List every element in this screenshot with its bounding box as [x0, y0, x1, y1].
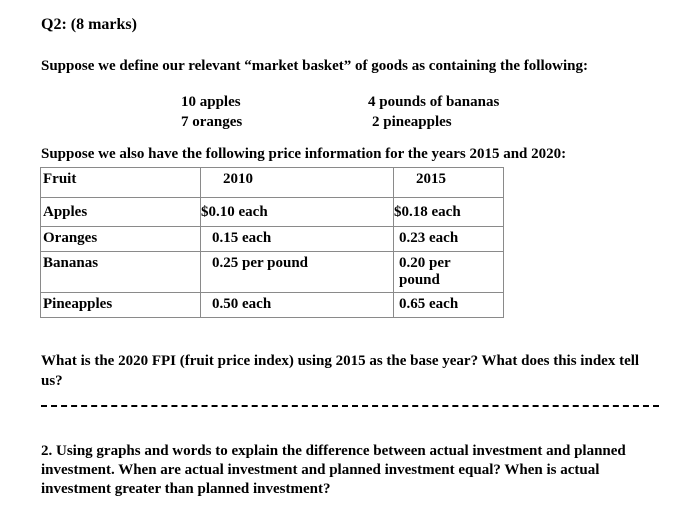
table-row [41, 198, 504, 227]
basket-item-oranges: 7 oranges [181, 114, 243, 130]
table-row [41, 293, 504, 318]
price-intro: Suppose we also have the following price information for the years 2015 and 2020: [41, 146, 567, 162]
cell-2015: 0.23 each [399, 230, 459, 246]
cell-2010: 0.50 each [212, 296, 272, 312]
basket-item-pineapples: 2 pineapples [372, 114, 452, 130]
cell-fruit: Apples [43, 204, 88, 220]
investment-question: 2. Using graphs and words to explain the difference between actual investment and planned investment. When are actual investment and planned investment equal? When is actual investment greater than planned investment? [41, 443, 626, 497]
cell-fruit: Bananas [43, 255, 99, 271]
basket-intro: Suppose we define our relevant “market basket” of goods as containing the following: [41, 58, 588, 74]
table-row [41, 227, 504, 252]
dashed-divider [41, 405, 659, 407]
cell-fruit: Oranges [43, 230, 98, 246]
cell-2010: $0.10 each [201, 204, 268, 220]
basket-item-apples: 10 apples [181, 94, 241, 110]
cell-2015: 0.20 per pound [399, 255, 451, 288]
price-table [40, 167, 504, 318]
header-2010: 2010 [201, 168, 394, 198]
header-fruit: Fruit [41, 168, 201, 198]
table-header-row [41, 168, 504, 198]
cell-2010: 0.25 per pound [212, 255, 309, 271]
cell-2015: 0.65 each [399, 296, 459, 312]
cell-2010: 0.15 each [212, 230, 272, 246]
cell-2015: $0.18 each [394, 204, 461, 220]
table-row [41, 252, 504, 293]
cell-fruit: Pineapples [43, 296, 113, 312]
header-2015: 2015 [394, 168, 504, 198]
basket-item-bananas: 4 pounds of bananas [368, 94, 500, 110]
question-title: Q2: (8 marks) [41, 16, 137, 33]
fpi-question: What is the 2020 FPI (fruit price index) using 2015 as the base year? What does this index tell us? [41, 353, 640, 389]
